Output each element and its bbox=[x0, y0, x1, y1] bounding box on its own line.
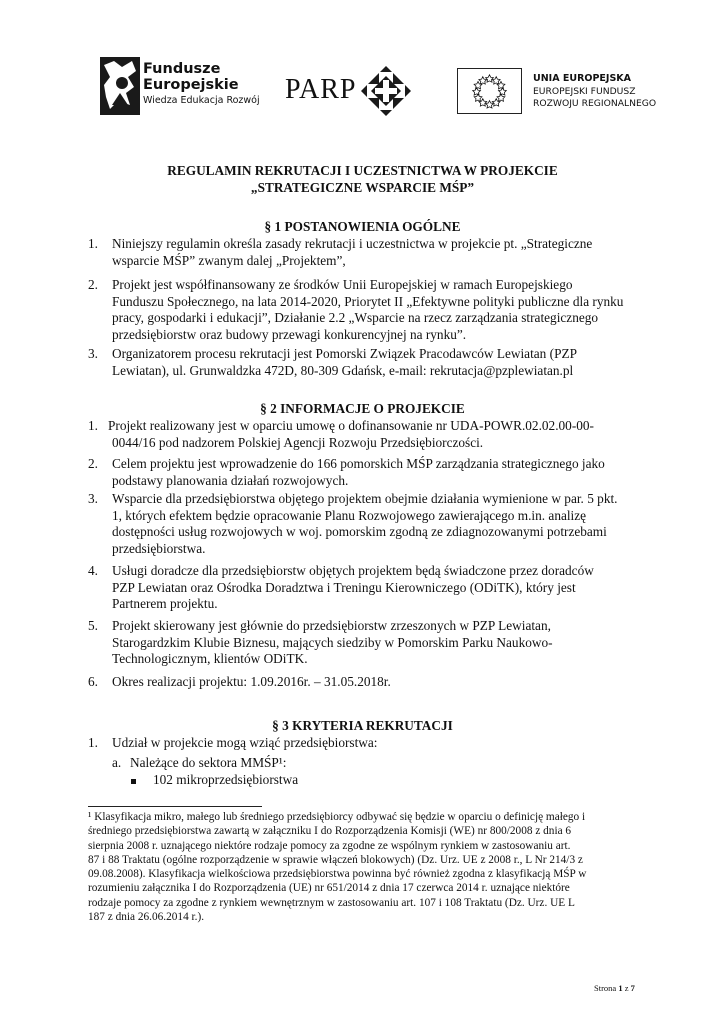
s3-sub-a-label: a. bbox=[112, 755, 122, 770]
footnote-line6: rozumieniu załącznika I do Rozporządzenia (UE) nr 651/2014 z dnia 17 czerwca 2014 r. uznające niektóre bbox=[88, 882, 570, 895]
footnote-line7: rodzaje pomocy za zgodne z rynkiem wewnętrznym w zastosowaniu art. 107 i 108 Traktatu (Dz. Urz. UE L bbox=[88, 896, 575, 909]
s2-item3-number: 3. bbox=[88, 491, 98, 506]
s1-item3-number: 3. bbox=[88, 346, 98, 361]
fe-tagline: Wiedza Edukacja Rozwój bbox=[143, 95, 260, 106]
footnote-line8: 187 z dnia 26.06.2014 r.). bbox=[88, 911, 205, 924]
s2-item5-line3: Technologicznym, klientów ODiTK. bbox=[112, 651, 308, 666]
eu-title: UNIA EUROPEJSKA bbox=[533, 73, 631, 84]
s2-item1-line1: Projekt realizowany jest w oparciu umowę o dofinansowanie nr UDA-POWR.02.02.00-00- bbox=[108, 418, 594, 433]
s2-item3-line1: Wsparcie dla przedsiębiorstwa objętego projektem obejmie działania wymienione w par. 5 pkt. bbox=[112, 491, 618, 506]
page-number bbox=[594, 983, 635, 993]
s2-item3-text bbox=[112, 491, 656, 557]
s2-item4-line1: Usługi doradcze dla przedsiębiorstw objętych projektem będą świadczone przez doradców bbox=[112, 563, 594, 578]
s1-item2-number: 2. bbox=[88, 277, 98, 292]
footnote-line3: sierpnia 2008 r. uznającego niektóre rodzaje pomocy za zgodne ze wspólnym rynkiem w zastosowaniu art. bbox=[88, 839, 571, 852]
page-total: 7 bbox=[630, 983, 635, 993]
parp-logo-text: PARP bbox=[285, 74, 357, 105]
section-2-heading: § 2 INFORMACJE O PROJEKCIE bbox=[260, 401, 465, 416]
s2-item5-line1: Projekt skierowany jest głównie do przedsiębiorstw zrzeszonych w PZP Lewiatan, bbox=[112, 618, 551, 633]
s2-item2-line2: podstawy planowania działań rozwojowych. bbox=[112, 472, 349, 488]
s3-sub-a-text: Należące do sektora MMŚP¹: bbox=[130, 755, 287, 770]
page-current: 1 bbox=[618, 983, 623, 993]
fe-line2: Europejskie bbox=[143, 77, 239, 93]
s2-item4-number: 4. bbox=[88, 563, 98, 578]
s1-item1-line1: Niniejszy regulamin określa zasady rekrutacji i uczestnictwa w projekcie pt. „Strategiczne bbox=[112, 236, 593, 251]
s1-item2-line4: przedsiębiorstw oraz budowy przewagi konkurencyjnej na rynku”. bbox=[112, 326, 467, 342]
footnote-separator bbox=[88, 806, 262, 807]
s1-item2-text bbox=[112, 277, 656, 343]
s2-item6-text: Okres realizacji projektu: 1.09.2016r. – 31.05.2018r. bbox=[112, 674, 391, 689]
s2-item5-number: 5. bbox=[88, 618, 98, 633]
s1-item1-text bbox=[112, 236, 656, 269]
eu-fund-text bbox=[533, 86, 656, 109]
s3-bullet1-text: 102 mikroprzedsiębiorstwa bbox=[153, 772, 299, 787]
s2-item2-number: 2. bbox=[88, 456, 98, 471]
s2-item1-number: 1. bbox=[88, 418, 98, 433]
eu-line1: EUROPEJSKI FUNDUSZ bbox=[533, 86, 636, 97]
s2-item1-text bbox=[108, 418, 656, 451]
s2-item2-line1: Celem projektu jest wprowadzenie do 166 pomorskich MŚP zarządzania strategicznego jako bbox=[112, 456, 605, 471]
footnote-line5: 09.08.2008). Klasyfikacja wielkościowa przedsiębiorstwa powinna być również zgodna z klasyfikacją MŚP w bbox=[88, 868, 587, 881]
s2-item4-line2: PZP Lewiatan oraz Ośrodka Doradztwa i Treningu Kierowniczego (ODiTK), który jest bbox=[112, 579, 576, 595]
s2-item3-line4: przedsiębiorstwa. bbox=[112, 540, 206, 556]
page-sep: z bbox=[624, 983, 629, 993]
eu-line2: ROZWOJU REGIONALNEGO bbox=[533, 97, 657, 109]
s2-item1-line2: 0044/16 pod nadzorem Polskiej Agencji Rozwoju Przedsiębiorczości. bbox=[112, 434, 484, 450]
footnote bbox=[88, 810, 644, 924]
footnote-line4: 87 i 88 Traktatu (ogólne rozporządzenie w sprawie włączeń blokowych) (Dz. Urz. UE z 2008 r., L Nr 214/3 z bbox=[88, 853, 583, 866]
s1-item3-line1: Organizatorem procesu rekrutacji jest Pomorski Związek Pracodawców Lewiatan (PZP bbox=[112, 346, 577, 361]
doc-title-line1: REGULAMIN REKRUTACJI I UCZESTNICTWA W PROJEKCIE bbox=[167, 163, 558, 178]
s3-item1-number: 1. bbox=[88, 735, 98, 750]
s1-item3-line2: Lewiatan), ul. Grunwaldzka 472D, 80-309 Gdańsk, e-mail: rekrutacja@pzplewiatan.pl bbox=[112, 362, 574, 378]
s1-item1-line2: wsparcie MŚP” zwanym dalej „Projektem”, bbox=[112, 252, 346, 268]
s1-item1-number: 1. bbox=[88, 236, 98, 251]
section-3-heading: § 3 KRYTERIA REKRUTACJI bbox=[272, 718, 453, 733]
page-label: Strona bbox=[594, 983, 617, 993]
s2-item4-line3: Partnerem projektu. bbox=[112, 596, 218, 611]
s2-item3-line3: dostępności usług rozwojowych w woj. pomorskim zgodną ze zdiagnozowanymi potrzebami bbox=[112, 524, 607, 539]
doc-title-line2: „STRATEGICZNE WSPARCIE MŚP” bbox=[250, 180, 475, 195]
parp-logo-icon bbox=[361, 66, 411, 116]
bullet-icon bbox=[131, 779, 136, 784]
s2-item2-text bbox=[112, 456, 656, 489]
section-1-heading: § 1 POSTANOWIENIA OGÓLNE bbox=[264, 219, 461, 234]
fe-line1: Fundusze bbox=[143, 61, 221, 77]
footnote-line2: średniego przedsiębiorstwa zawartą w załączniku I do Rozporządzenia Komisji (WE) nr 800/2008 z dnia 6 bbox=[88, 825, 572, 838]
s3-item1-text: Udział w projekcie mogą wziąć przedsiębiorstwa: bbox=[112, 735, 378, 750]
s1-item3-text bbox=[112, 346, 656, 379]
s1-item2-line2: Funduszu Społecznego, na lata 2014-2020, Priorytet II „Efektywne polityki publiczne dla rynku bbox=[112, 293, 624, 309]
s2-item5-line2: Starogardzkim Klubie Biznesu, mających siedziby w Pomorskim Parku Naukowo- bbox=[112, 634, 553, 650]
s2-item3-line2: 1, których efektem będzie opracowanie Planu Rozwojowego zawierającego m.in. analizę bbox=[112, 507, 587, 523]
eu-flag-icon bbox=[457, 68, 522, 114]
s2-item5-text bbox=[112, 618, 656, 668]
footnote-line1: ¹ Klasyfikacja mikro, małego lub średniego przedsiębiorcy odbywać się będzie w oparciu o definicję małego i bbox=[88, 811, 586, 823]
s1-item2-line1: Projekt jest współfinansowany ze środków Unii Europejskiej w ramach Europejskiego bbox=[112, 277, 573, 292]
s2-item4-text bbox=[112, 563, 656, 613]
s2-item6-number: 6. bbox=[88, 674, 98, 689]
s1-item2-line3: pracy, gospodarki i edukacji”, Działanie 2.2 „Wsparcie na rzecz zarządzania strategicznego bbox=[112, 310, 599, 325]
fe-logo-text bbox=[143, 61, 239, 93]
